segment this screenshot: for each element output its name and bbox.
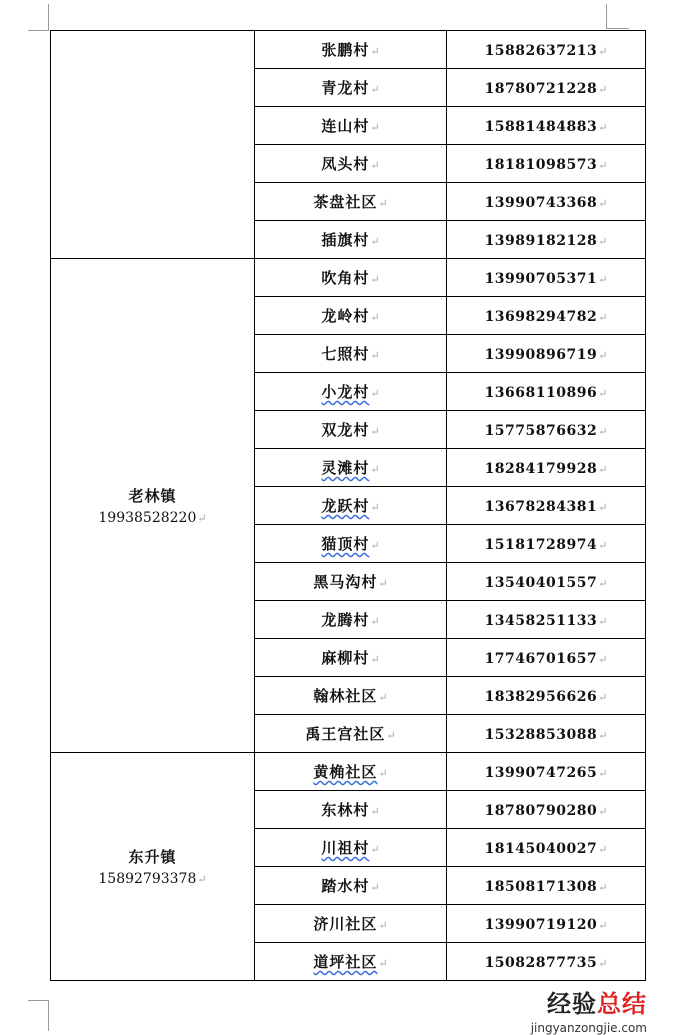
village-cell	[255, 829, 447, 867]
paragraph-mark-icon: ↵	[370, 501, 380, 514]
town-cell	[51, 753, 255, 981]
village-name: 东林村	[321, 801, 370, 819]
village-phone: 18181098573	[484, 157, 598, 173]
phone-cell	[447, 639, 646, 677]
paragraph-mark-icon: ↵	[370, 653, 380, 666]
paragraph-mark-icon: ↵	[598, 463, 608, 476]
village-phone: 13989182128	[484, 233, 598, 249]
paragraph-mark-icon: ↵	[598, 615, 608, 628]
village-phone: 15882637213	[484, 43, 598, 59]
phone-cell	[447, 31, 646, 69]
paragraph-mark-icon: ↵	[598, 349, 608, 362]
paragraph-mark-icon: ↵	[370, 615, 380, 628]
paragraph-mark-icon: ↵	[370, 349, 380, 362]
paragraph-mark-icon: ↵	[598, 653, 608, 666]
paragraph-mark-icon: ↵	[370, 159, 380, 172]
town-cell	[51, 31, 255, 259]
village-cell	[255, 487, 447, 525]
paragraph-mark-icon: ↵	[197, 512, 207, 525]
village-name: 济川社区	[313, 915, 378, 933]
phone-cell	[447, 69, 646, 107]
crop-mark-top-right	[606, 4, 629, 29]
paragraph-mark-icon: ↵	[598, 311, 608, 324]
phone-cell	[447, 487, 646, 525]
phone-cell	[447, 829, 646, 867]
village-cell	[255, 905, 447, 943]
phone-cell	[447, 753, 646, 791]
village-name: 龙腾村	[321, 611, 370, 629]
paragraph-mark-icon: ↵	[598, 539, 608, 552]
contact-table	[50, 30, 646, 981]
village-name: 小龙村	[321, 383, 370, 401]
village-name: 猫顶村	[321, 535, 370, 553]
paragraph-mark-icon: ↵	[370, 881, 380, 894]
paragraph-mark-icon: ↵	[598, 387, 608, 400]
village-cell	[255, 373, 447, 411]
phone-cell	[447, 259, 646, 297]
paragraph-mark-icon: ↵	[598, 577, 608, 590]
phone-cell	[447, 525, 646, 563]
village-cell	[255, 867, 447, 905]
phone-cell	[447, 791, 646, 829]
paragraph-mark-icon: ↵	[370, 311, 380, 324]
phone-cell	[447, 373, 646, 411]
village-name: 黑马沟村	[313, 573, 378, 591]
phone-cell	[447, 183, 646, 221]
village-name: 川祖村	[321, 839, 370, 857]
paragraph-mark-icon: ↵	[598, 919, 608, 932]
table-row	[51, 31, 646, 69]
paragraph-mark-icon: ↵	[598, 425, 608, 438]
village-cell	[255, 183, 447, 221]
village-name: 茶盘社区	[313, 193, 378, 211]
village-phone: 18382956626	[484, 689, 598, 705]
paragraph-mark-icon: ↵	[370, 273, 380, 286]
phone-cell	[447, 297, 646, 335]
phone-cell	[447, 335, 646, 373]
village-name: 黄桷社区	[313, 763, 378, 781]
phone-cell	[447, 601, 646, 639]
phone-cell	[447, 715, 646, 753]
village-cell	[255, 411, 447, 449]
village-phone: 13678284381	[484, 499, 598, 515]
village-phone: 13668110896	[484, 385, 598, 401]
paragraph-mark-icon: ↵	[598, 83, 608, 96]
paragraph-mark-icon: ↵	[378, 691, 388, 704]
contact-table-body	[51, 31, 646, 981]
village-cell	[255, 943, 447, 981]
town-name: 老林镇	[128, 487, 177, 505]
village-cell	[255, 145, 447, 183]
village-name: 凤头村	[321, 155, 370, 173]
village-cell	[255, 715, 447, 753]
village-cell	[255, 753, 447, 791]
village-cell	[255, 525, 447, 563]
village-cell	[255, 69, 447, 107]
paragraph-mark-icon: ↵	[370, 387, 380, 400]
paragraph-mark-icon: ↵	[370, 843, 380, 856]
phone-cell	[447, 107, 646, 145]
village-phone: 18284179928	[484, 461, 598, 477]
paragraph-mark-icon: ↵	[598, 45, 608, 58]
crop-mark-top-left	[28, 4, 49, 31]
paragraph-mark-icon: ↵	[598, 197, 608, 210]
paragraph-mark-icon: ↵	[598, 957, 608, 970]
town-cell	[51, 259, 255, 753]
village-phone: 18508171308	[484, 879, 598, 895]
phone-cell	[447, 563, 646, 601]
paragraph-mark-icon: ↵	[370, 45, 380, 58]
paragraph-mark-icon: ↵	[370, 539, 380, 552]
watermark-title: 经验总结	[547, 990, 647, 1018]
village-cell	[255, 335, 447, 373]
watermark	[531, 984, 647, 1035]
paragraph-mark-icon: ↵	[598, 805, 608, 818]
phone-cell	[447, 867, 646, 905]
village-name: 翰林社区	[313, 687, 378, 705]
village-phone: 13990747265	[484, 765, 598, 781]
village-cell	[255, 677, 447, 715]
paragraph-mark-icon: ↵	[370, 121, 380, 134]
paragraph-mark-icon: ↵	[598, 235, 608, 248]
phone-cell	[447, 145, 646, 183]
phone-cell	[447, 449, 646, 487]
paragraph-mark-icon: ↵	[378, 197, 388, 210]
paragraph-mark-icon: ↵	[370, 425, 380, 438]
watermark-url: jingyanzongjie.com	[530, 1021, 647, 1035]
village-phone: 15082877735	[484, 955, 598, 971]
paragraph-mark-icon: ↵	[370, 235, 380, 248]
paragraph-mark-icon: ↵	[370, 83, 380, 96]
paragraph-mark-icon: ↵	[378, 957, 388, 970]
village-name: 道坪社区	[313, 953, 378, 971]
phone-cell	[447, 905, 646, 943]
village-cell	[255, 639, 447, 677]
village-phone: 13990705371	[484, 271, 598, 287]
village-phone: 18780790280	[484, 803, 598, 819]
village-phone: 13990719120	[484, 917, 598, 933]
village-phone: 13990743368	[484, 195, 598, 211]
village-phone: 13990896719	[484, 347, 598, 363]
paragraph-mark-icon: ↵	[598, 121, 608, 134]
village-phone: 15181728974	[484, 537, 598, 553]
table-row	[51, 259, 646, 297]
village-cell	[255, 791, 447, 829]
phone-cell	[447, 677, 646, 715]
paragraph-mark-icon: ↵	[197, 873, 207, 886]
village-cell	[255, 259, 447, 297]
village-name: 踏水村	[321, 877, 370, 895]
paragraph-mark-icon: ↵	[370, 463, 380, 476]
phone-cell	[447, 411, 646, 449]
paragraph-mark-icon: ↵	[598, 159, 608, 172]
phone-cell	[447, 943, 646, 981]
village-name: 连山村	[321, 117, 370, 135]
village-name: 灵滩村	[321, 459, 370, 477]
village-name: 插旗村	[321, 231, 370, 249]
village-phone: 18145040027	[484, 841, 598, 857]
table-row	[51, 753, 646, 791]
town-name: 东升镇	[128, 848, 177, 866]
village-name: 青龙村	[321, 79, 370, 97]
village-name: 吹角村	[321, 269, 370, 287]
paragraph-mark-icon: ↵	[386, 729, 396, 742]
paragraph-mark-icon: ↵	[370, 805, 380, 818]
village-cell	[255, 449, 447, 487]
village-name: 双龙村	[321, 421, 370, 439]
village-cell	[255, 107, 447, 145]
village-name: 张鹏村	[321, 41, 370, 59]
village-phone: 13540401557	[484, 575, 598, 591]
village-cell	[255, 563, 447, 601]
phone-cell	[447, 221, 646, 259]
village-phone: 18780721228	[484, 81, 598, 97]
village-phone: 15881484883	[484, 119, 598, 135]
village-name: 麻柳村	[321, 649, 370, 667]
paragraph-mark-icon: ↵	[598, 767, 608, 780]
paragraph-mark-icon: ↵	[378, 919, 388, 932]
village-phone: 13698294782	[484, 309, 598, 325]
village-phone: 13458251133	[484, 613, 598, 629]
village-cell	[255, 221, 447, 259]
village-name: 禹王宫社区	[305, 725, 386, 743]
village-name: 龙跃村	[321, 497, 370, 515]
village-name: 七照村	[321, 345, 370, 363]
paragraph-mark-icon: ↵	[598, 501, 608, 514]
village-cell	[255, 31, 447, 69]
paragraph-mark-icon: ↵	[598, 691, 608, 704]
paragraph-mark-icon: ↵	[598, 729, 608, 742]
paragraph-mark-icon: ↵	[598, 843, 608, 856]
village-cell	[255, 297, 447, 335]
paragraph-mark-icon: ↵	[598, 273, 608, 286]
village-cell	[255, 601, 447, 639]
town-phone: 15892793378↵	[98, 871, 207, 887]
paragraph-mark-icon: ↵	[598, 881, 608, 894]
town-phone: 19938528220↵	[98, 510, 207, 526]
village-name: 龙岭村	[321, 307, 370, 325]
paragraph-mark-icon: ↵	[378, 577, 388, 590]
village-phone: 17746701657	[484, 651, 598, 667]
village-phone: 15328853088	[484, 727, 598, 743]
village-phone: 15775876632	[484, 423, 598, 439]
paragraph-mark-icon: ↵	[378, 767, 388, 780]
crop-mark-bottom-left	[28, 1000, 49, 1031]
